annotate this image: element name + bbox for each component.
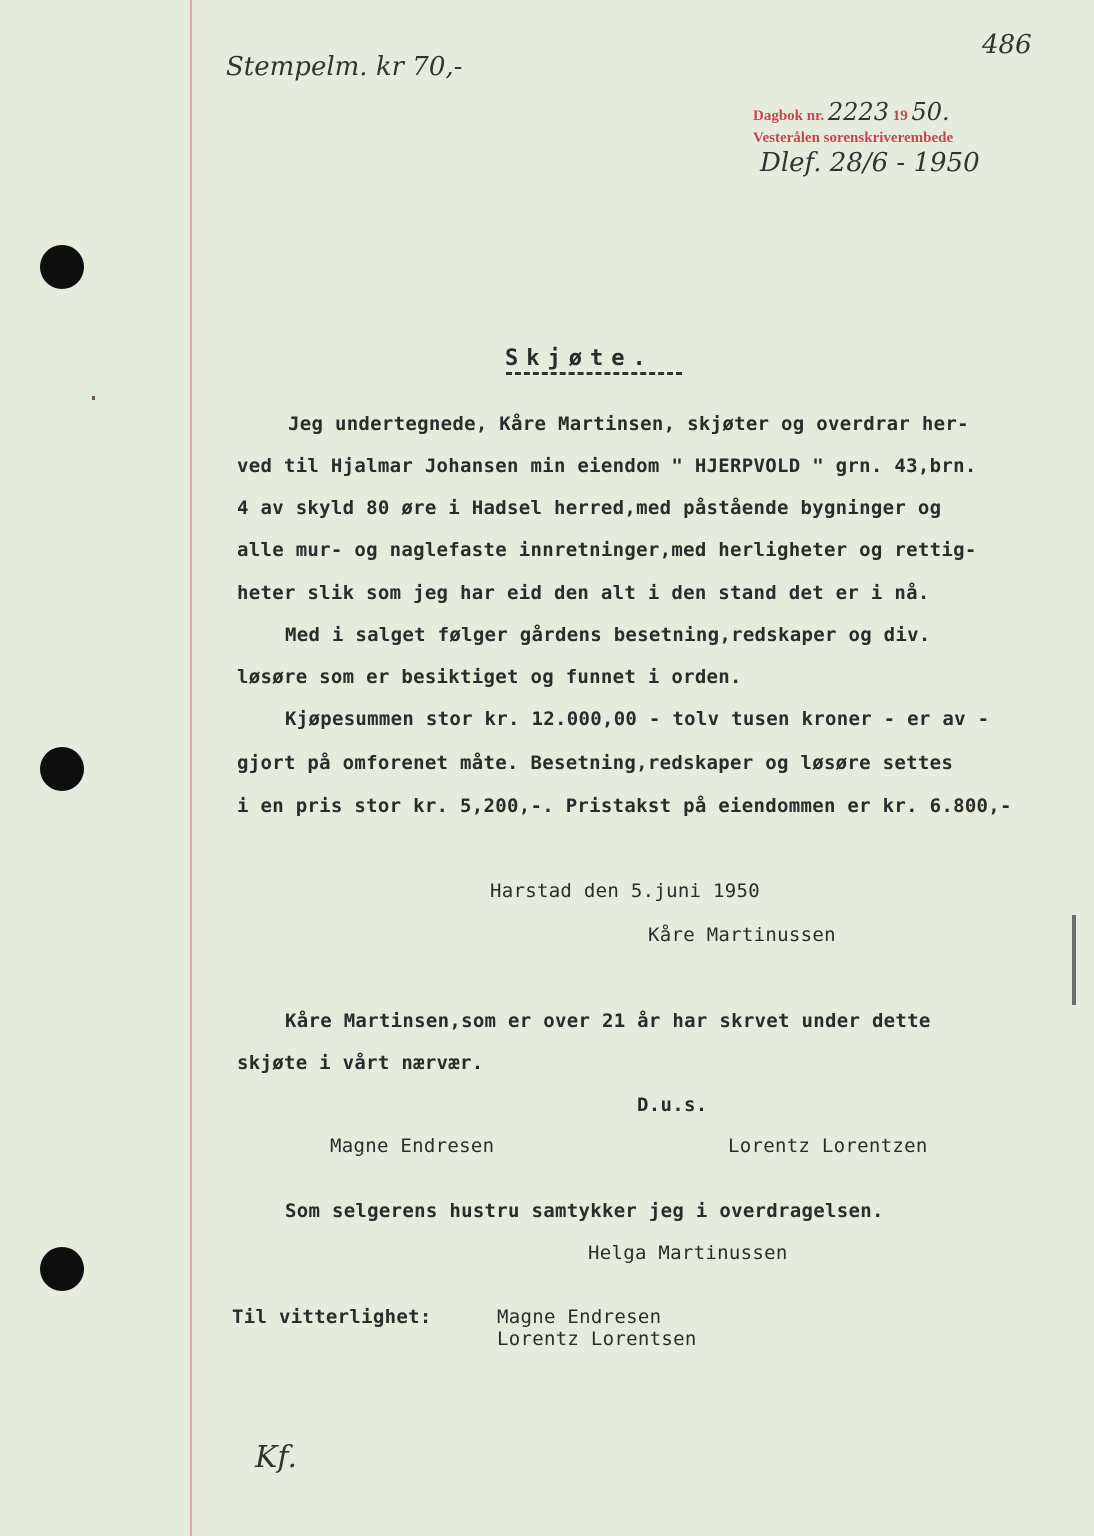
stamp-fee-note: Stempelm. kr 70,- (226, 52, 463, 82)
body-line-9: gjort på omforenet måte. Besetning,redskaper og løsøre settes (237, 752, 954, 774)
spouse-consent: Som selgerens hustru samtykker jeg i overdragelsen. (285, 1200, 884, 1222)
registry-stamp-line2: Vesterålen sorenskriverembede (753, 130, 954, 146)
body-line-5: heter slik som jeg har eid den alt i den stand det er i nå. (237, 582, 930, 604)
body-line-2: ved til Hjalmar Johansen min eiendom " HJERPVOLD " grn. 43,brn. (237, 455, 977, 477)
body-line-7: løsøre som er besiktiget og funnet i orden. (237, 666, 742, 688)
title-underline (506, 372, 682, 375)
attestation-label: Til vitterlighet: (232, 1306, 432, 1328)
edge-shadow (1072, 915, 1076, 1005)
witness-line-2: skjøte i vårt nærvær. (237, 1052, 484, 1074)
margin-rule (190, 0, 192, 1536)
registry-year-prefix: 19 (892, 108, 908, 124)
seller-signature: Kåre Martinussen (648, 924, 836, 946)
body-line-1: Jeg undertegnede, Kåre Martinsen, skjøter og overdrar her- (288, 413, 969, 435)
attestation-name-2: Lorentz Lorentsen (497, 1328, 697, 1350)
punch-hole-middle (40, 747, 84, 791)
body-line-8: Kjøpesummen stor kr. 12.000,00 - tolv tusen kroner - er av - (285, 708, 990, 730)
place-date: Harstad den 5.juni 1950 (490, 880, 760, 902)
attestation-name-1: Magne Endresen (497, 1306, 662, 1328)
punch-hole-top (40, 245, 84, 289)
body-line-10: i en pris stor kr. 5,200,-. Pristakst på eiendommen er kr. 6.800,- (237, 795, 1012, 817)
punch-hole-bottom (40, 1247, 84, 1291)
registry-prefix: Dagbok nr. (753, 108, 825, 124)
witness-line-1: Kåre Martinsen,som er over 21 år har skrvet under dette (285, 1010, 931, 1032)
spouse-signature: Helga Martinussen (588, 1242, 788, 1264)
document-title: Skjøte. (505, 346, 654, 371)
page-number: 486 (982, 30, 1032, 60)
registry-stamp-line1 (753, 98, 950, 126)
witness-left-signature: Magne Endresen (330, 1135, 495, 1157)
body-line-6: Med i salget følger gårdens besetning,redskaper og div. (285, 624, 931, 646)
body-line-4: alle mur- og naglefaste innretninger,med herligheter og rettig- (237, 539, 977, 561)
registry-number: 2223 (827, 98, 889, 126)
margin-speck (92, 396, 95, 400)
registry-date: Dlef. 28/6 - 1950 (760, 148, 980, 178)
registry-year: 50. (911, 98, 950, 126)
dus-abbreviation: D.u.s. (637, 1094, 708, 1116)
witness-right-signature: Lorentz Lorentzen (728, 1135, 928, 1157)
body-line-3: 4 av skyld 80 øre i Hadsel herred,med påstående bygninger og (237, 497, 942, 519)
handwritten-initials: Kf. (255, 1440, 297, 1475)
